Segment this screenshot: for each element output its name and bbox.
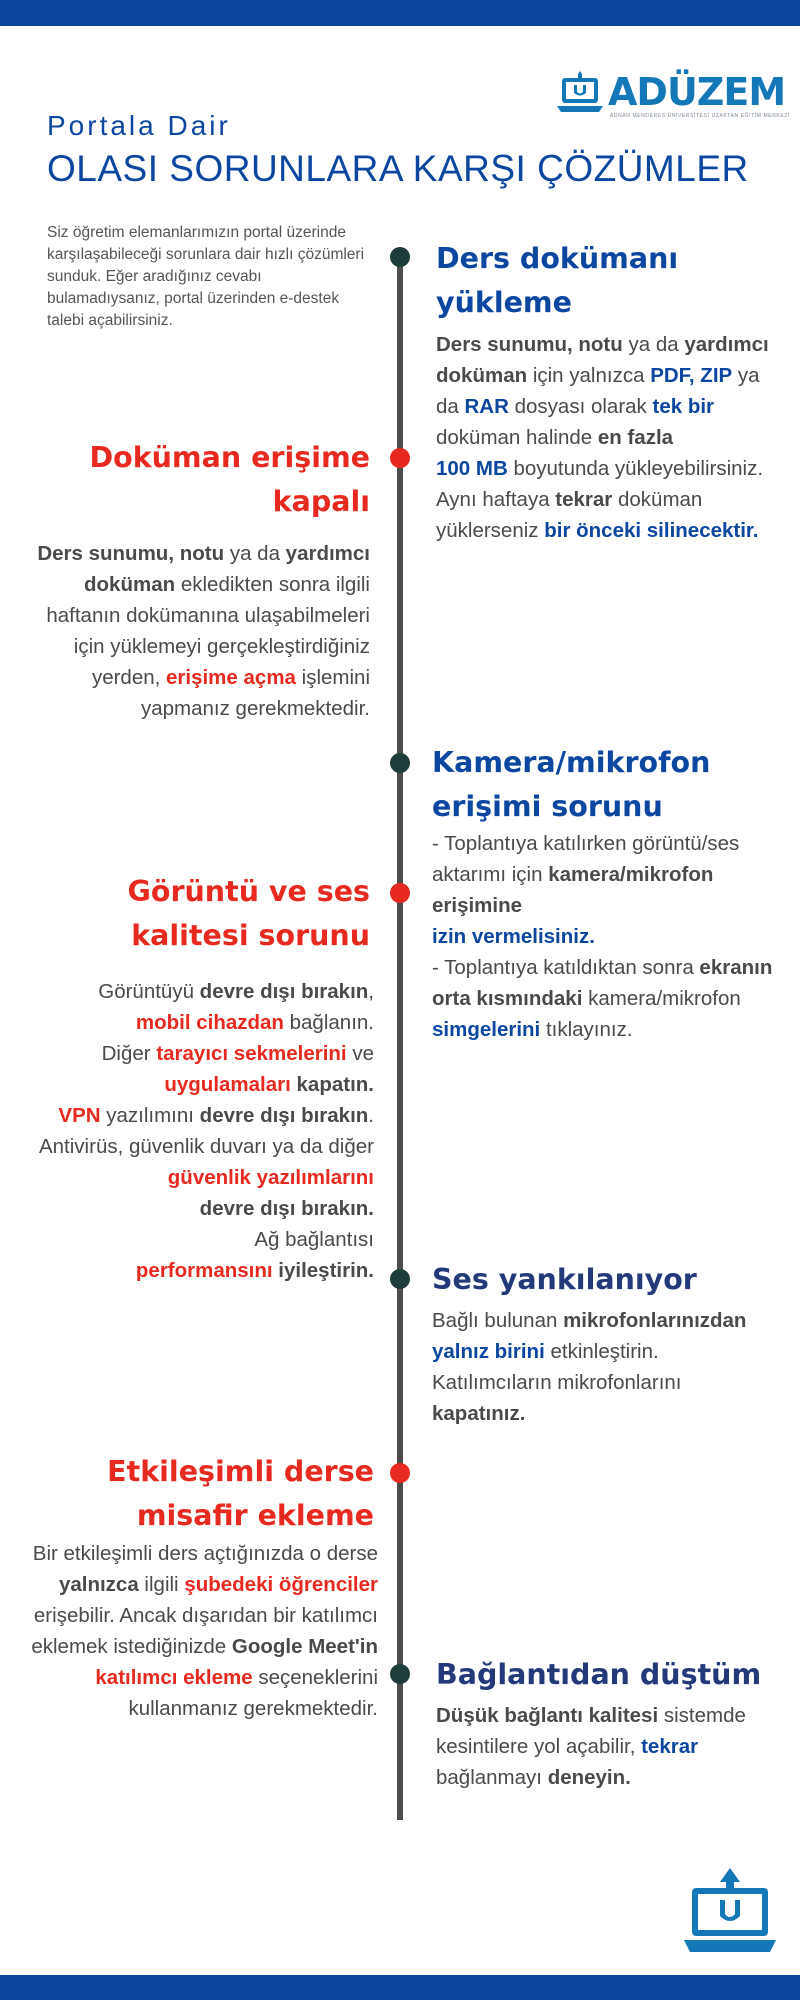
text: erişebilir. Ancak dışarıdan bir katılımcı eklemek istediğinizde xyxy=(31,1604,378,1658)
bottom-bar xyxy=(0,1975,800,2000)
text-highlight: performansını xyxy=(135,1259,273,1282)
timeline-dot-echo xyxy=(390,1269,410,1289)
text: ekledikten sonra ilgili haftanın dokümanına ulaşabilmeleri için yüklemeyi gerçekleştirdiğiniz yerden, xyxy=(46,573,370,689)
text: ya da xyxy=(224,542,286,565)
text-bold: yardımcı doküman xyxy=(436,333,769,387)
text: Görüntüyü xyxy=(98,980,200,1003)
text-bold: mikrofonlarınızdan xyxy=(563,1309,747,1332)
text: Bir etkileşimli ders açtığınızda o derse xyxy=(32,1542,378,1565)
text-bold: Ders sunumu, notu xyxy=(436,333,623,356)
intro-text: Siz öğretim elemanlarımızın portal üzerinde karşılaşabileceği sorunlara dair hızlı çözümleri sunduk. Eğer aradığınız cevabı bulamadıysanız, portal üzerinden e-destek talebi açabilirsiniz. xyxy=(47,224,365,329)
title-line: erişimi sorunu xyxy=(432,790,663,823)
text: ya da xyxy=(622,333,685,356)
text: sistemde kesintilere yol açabilir, xyxy=(436,1704,746,1758)
section-upload-title xyxy=(436,237,776,325)
text-bold: Ders sunumu, notu xyxy=(37,542,225,565)
text-bold: devre dışı bırakın. xyxy=(199,1197,374,1220)
text-bold: kapatın. xyxy=(290,1073,374,1096)
text: etkinleştirin. Katılımcıların mikrofonlarını xyxy=(432,1340,682,1394)
text-bold: yalnızca xyxy=(58,1573,139,1596)
text-highlight: tekrar xyxy=(641,1735,699,1758)
text-bold: en fazla xyxy=(597,426,674,449)
timeline-line xyxy=(397,255,403,1820)
timeline-dot-guest xyxy=(390,1463,410,1483)
text: işlemini yapmanız gerekmektedir. xyxy=(140,666,370,720)
title-line: Ders dokümanı xyxy=(436,242,679,275)
text: yazılımını xyxy=(100,1104,200,1127)
timeline-dot-camera xyxy=(390,753,410,773)
section-guest-body xyxy=(14,1538,378,1724)
title-line: Etkileşimli derse xyxy=(107,1455,374,1488)
text-bold: devre dışı bırakın xyxy=(199,980,369,1003)
text: için yalnızca xyxy=(527,364,651,387)
text-highlight: VPN xyxy=(58,1104,101,1127)
text-bold: kapatınız. xyxy=(432,1402,526,1425)
text: tıklayınız. xyxy=(540,1018,633,1041)
page-title: OLASI SORUNLARA KARŞI ÇÖZÜMLER xyxy=(47,148,749,189)
text: boyutunda yükleyebilirsiniz. Aynı haftaya xyxy=(436,457,764,511)
section-camera-title xyxy=(432,741,777,829)
text: bağlanmayı xyxy=(436,1766,548,1789)
section-disconnect-title: Bağlantıdan düştüm xyxy=(436,1658,762,1691)
laptop-upload-icon xyxy=(682,1862,778,1958)
section-upload-body xyxy=(436,329,786,546)
text: ve xyxy=(346,1042,374,1065)
text-bold: Google Meet'in xyxy=(231,1635,378,1658)
section-camera-body xyxy=(432,828,777,1045)
timeline-dot-access xyxy=(390,448,410,468)
text: - Toplantıya katılırken görüntü/ses aktarımı için xyxy=(432,832,740,886)
text: - Toplantıya katıldıktan sonra xyxy=(432,956,700,979)
section-quality-body xyxy=(20,976,374,1286)
brand-logo xyxy=(556,68,790,124)
title-line: Doküman erişime xyxy=(89,441,370,474)
text: ilgili xyxy=(138,1573,185,1596)
section-echo-body xyxy=(432,1305,777,1429)
text-highlight: mobil cihazdan xyxy=(135,1011,284,1034)
text-highlight: erişime açma xyxy=(166,666,296,689)
text: , xyxy=(368,980,374,1003)
text: bağlanın. xyxy=(283,1011,374,1034)
text-highlight: simgelerini xyxy=(432,1018,541,1041)
text-highlight: katılımcı ekleme xyxy=(95,1666,253,1689)
text-highlight: PDF, ZIP xyxy=(650,364,733,387)
text: Antivirüs, güvenlik duvarı ya da diğer xyxy=(38,1135,374,1158)
title-line: yükleme xyxy=(436,286,572,319)
section-access-body xyxy=(20,538,370,724)
page-subtitle: Portala Dair xyxy=(47,110,231,141)
text: Ağ bağlantısı xyxy=(254,1228,374,1251)
text-bold: iyileştirin. xyxy=(272,1259,374,1282)
timeline-dot-upload xyxy=(390,247,410,267)
text-bold: Düşük bağlantı kalitesi xyxy=(436,1704,659,1727)
text-highlight: 100 MB xyxy=(436,457,508,480)
brand-name: ADÜZEM xyxy=(608,70,786,114)
text-highlight: RAR xyxy=(464,395,509,418)
section-guest-title xyxy=(30,1450,374,1538)
text: Diğer xyxy=(101,1042,157,1065)
text: dosyası olarak xyxy=(508,395,653,418)
brand-tagline: ADNAN MENDERES ÜNİVERSİTESİ UZAKTAN EĞİTİM MERKEZİ xyxy=(610,113,790,119)
text: ya da xyxy=(436,364,760,418)
text: Bağlı bulunan xyxy=(432,1309,564,1332)
text-bold: yardımcı doküman xyxy=(84,542,370,596)
text: seçeneklerini kullanmanız gerekmektedir. xyxy=(128,1666,378,1720)
text: doküman yüklerseniz xyxy=(436,488,703,542)
laptop-logo-icon xyxy=(556,70,604,118)
section-disconnect-body xyxy=(436,1700,781,1793)
title-line: kapalı xyxy=(272,485,370,518)
text-bold: deneyin. xyxy=(547,1766,631,1789)
text-highlight: yalnız birini xyxy=(432,1340,545,1363)
text-highlight: tarayıcı sekmelerini xyxy=(156,1042,347,1065)
section-quality-title xyxy=(30,870,370,958)
text-bold: devre dışı bırakın xyxy=(199,1104,369,1127)
title-line: misafir ekleme xyxy=(136,1499,374,1532)
text: . xyxy=(368,1104,374,1127)
section-echo-title: Ses yankılanıyor xyxy=(432,1263,697,1296)
timeline-dot-quality xyxy=(390,883,410,903)
top-bar xyxy=(0,0,800,26)
text-highlight: uygulamaları xyxy=(164,1073,291,1096)
text-highlight: tek bir xyxy=(652,395,715,418)
timeline-dot-disconnect xyxy=(390,1664,410,1684)
text-bold: ekranın orta kısmındaki xyxy=(432,956,773,1010)
text-bold: kamera/mikrofon erişimine xyxy=(432,863,714,917)
text: kamera/mikrofon xyxy=(582,987,741,1010)
text-highlight: izin vermelisiniz. xyxy=(432,925,595,948)
title-line: kalitesi sorunu xyxy=(131,919,370,952)
section-access-title xyxy=(30,436,370,524)
text-highlight: şubedeki öğrenciler xyxy=(184,1573,378,1596)
title-line: Görüntü ve ses xyxy=(127,875,370,908)
text: doküman halinde xyxy=(436,426,598,449)
text-highlight: güvenlik yazılımlarını xyxy=(167,1166,374,1189)
text-highlight: bir önceki silinecektir. xyxy=(544,519,759,542)
text-bold: tekrar xyxy=(555,488,613,511)
title-line: Kamera/mikrofon xyxy=(432,746,711,779)
